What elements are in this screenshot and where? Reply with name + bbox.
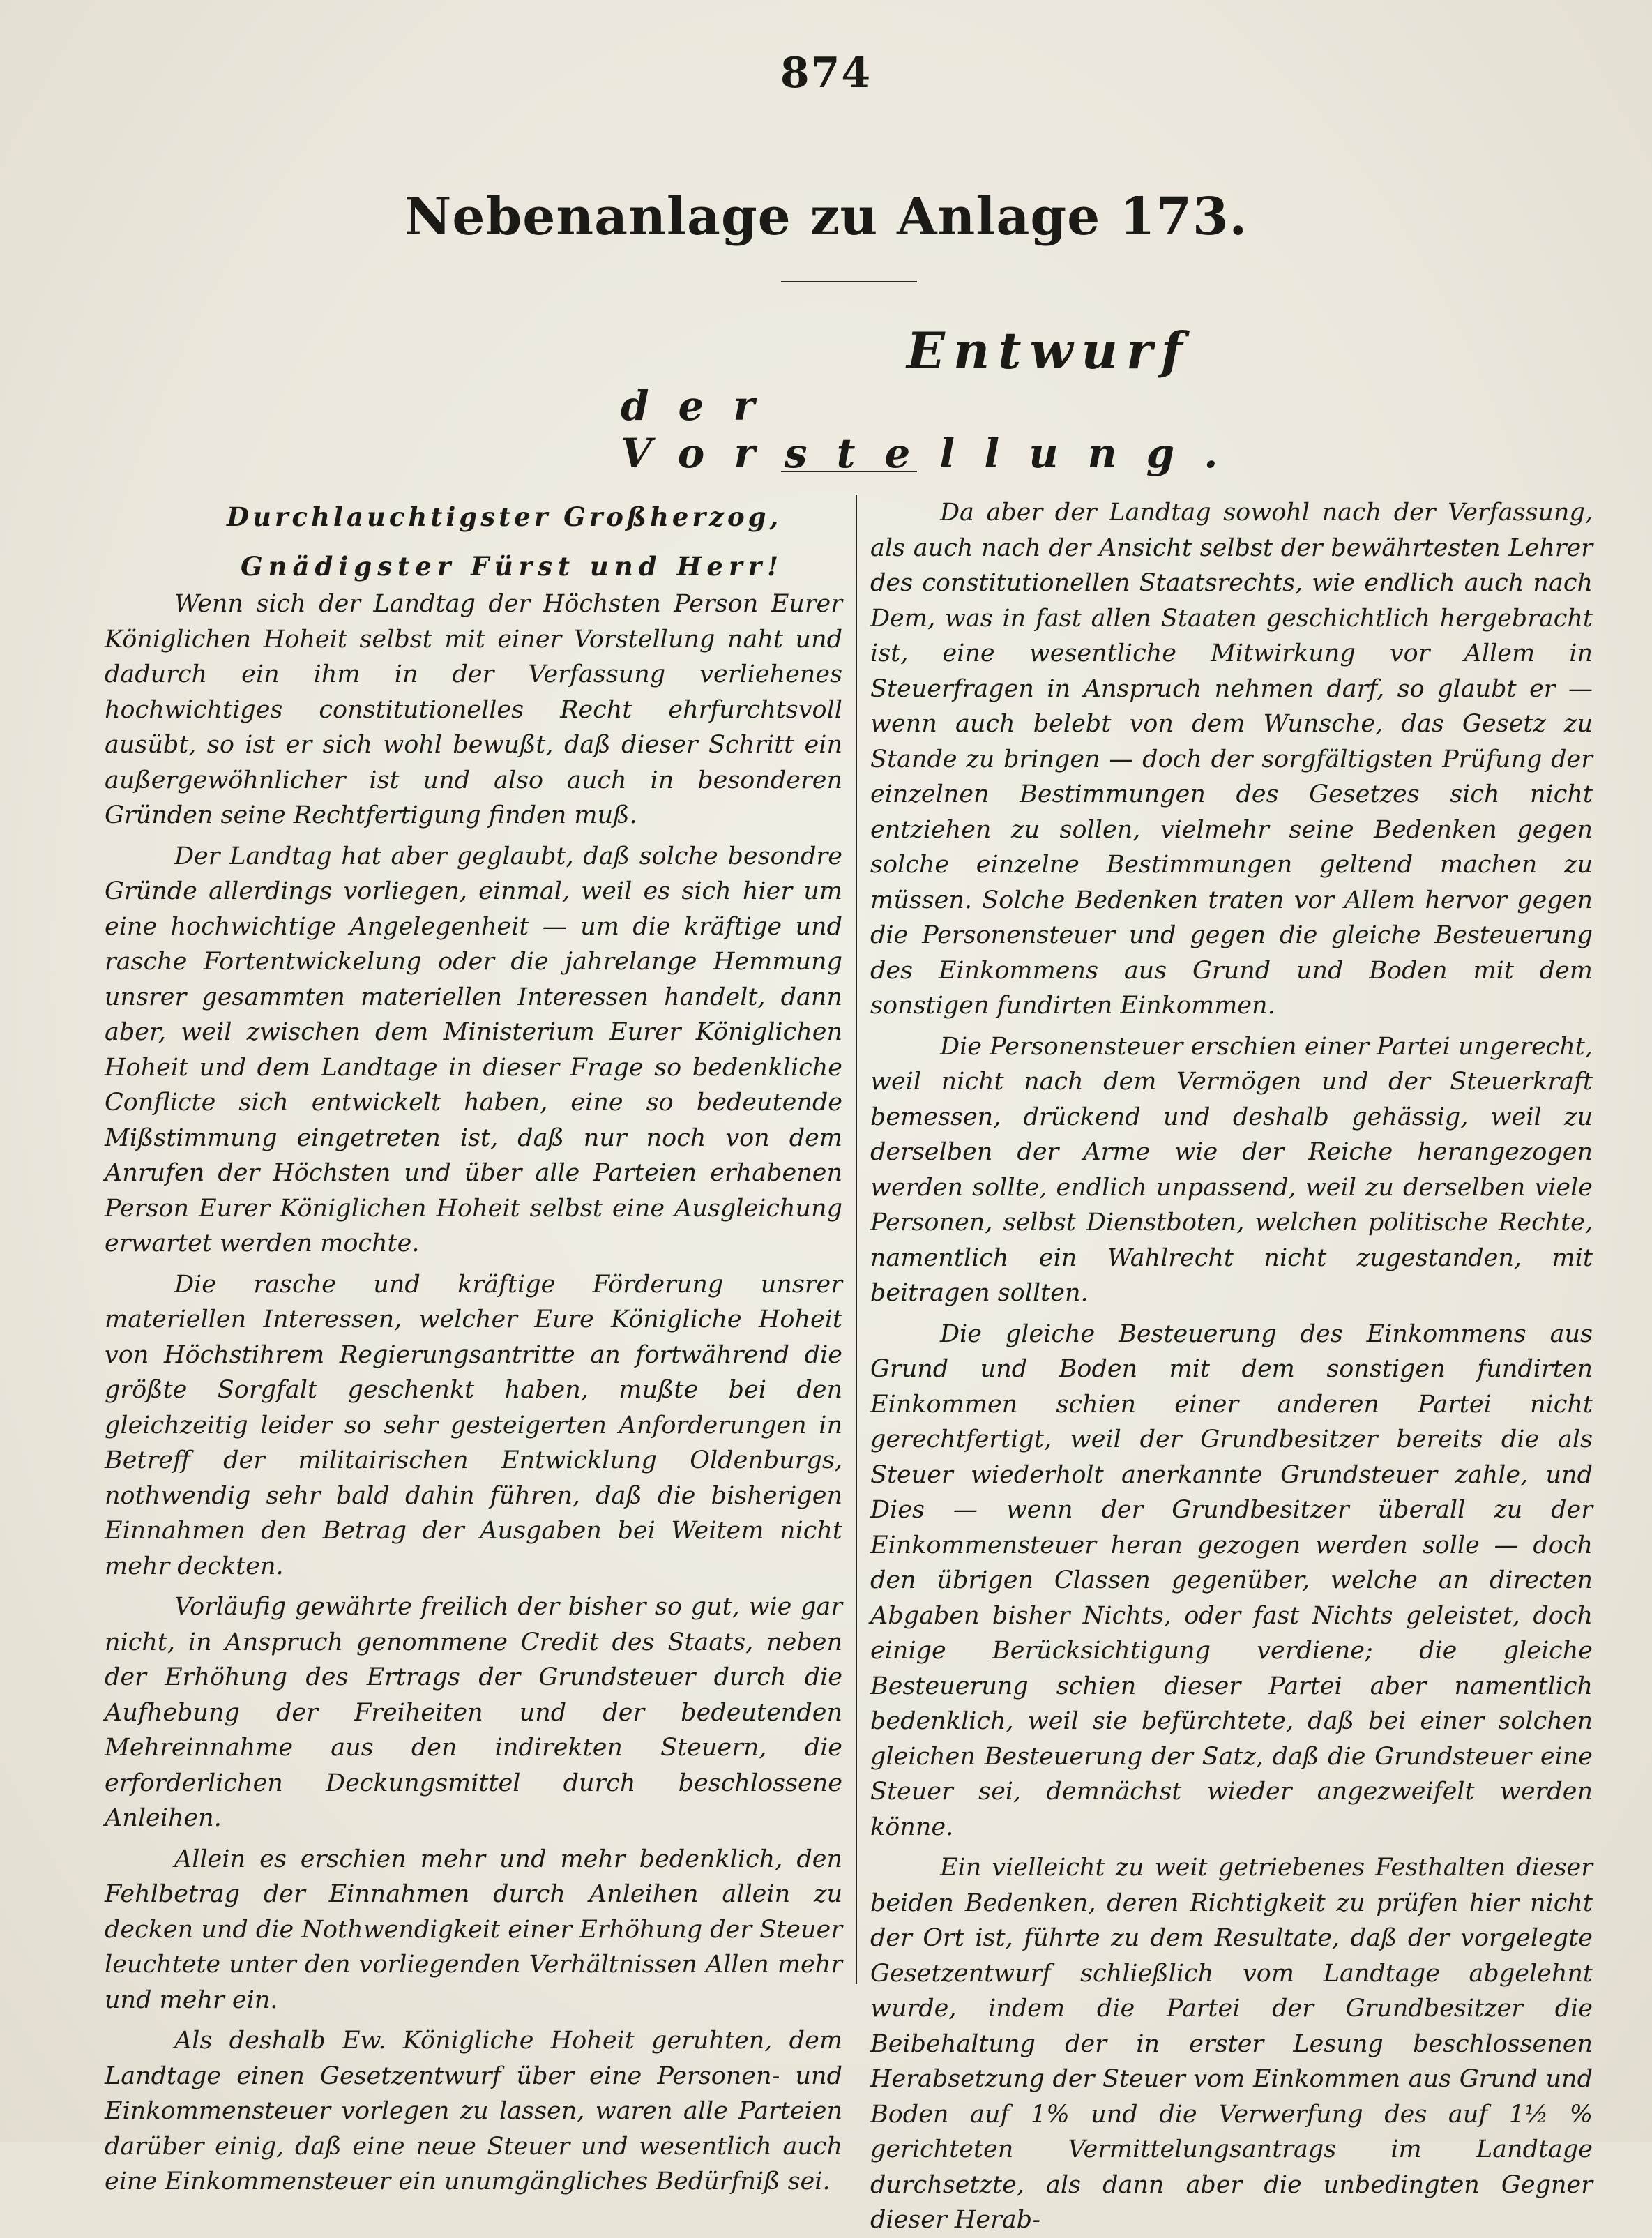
title-rule-bottom	[781, 471, 917, 472]
paragraph: Die rasche und kräftige Förderung unsrer materiellen Interessen, welcher Eure Königliche Hoheit von Höchstihrem Regierungsantritte an fortwährend die größte Sorgfalt geschenkt haben, mußte bei den gleichzeitig leider so sehr gesteigerten Anforderungen in Betreff der militairischen Entwicklung Oldenburgs, nothwendig sehr bald dahin führen, daß die bisherigen Einnahmen den Betrag der Ausgaben bei Weitem nicht mehr deckten.	[105, 1270, 842, 1580]
paragraph: Wenn sich der Landtag der Höchsten Person Eurer Königlichen Hoheit selbst mit einer Vorstellung naht und dadurch ein ihm in der Verfassung verliehenes hochwichtiges constitutionelles Recht ehrfurchtsvoll ausübt, so ist er sich wohl bewußt, daß dieser Schritt ein außergewöhnlicher ist und also auch in besonderen Gründen seine Rechtfertigung finden muß.	[105, 590, 842, 829]
subtitle-line-2: der Vorstellung.	[621, 382, 1248, 477]
column-divider	[856, 495, 857, 1984]
subtitle-line-1: Entwurf	[907, 321, 1191, 380]
paragraph: Da aber der Landtag sowohl nach der Verfassung, als auch nach der Ansicht selbst der bewährtesten Lehrer des constitutionellen Staatsrechts, wie endlich auch nach Dem, was in fast allen Staaten geschichtlich hergebracht ist, eine wesentliche Mitwirkung vor Allem in Steuerfragen in Anspruch nehmen darf, so glaubt er — wenn auch belebt von dem Wunsche, das Gesetz zu Stande zu bringen — doch der sorgfältigsten Prüfung der einzelnen Bestimmungen des Gesetzes sich nicht entziehen zu sollen, vielmehr seine Bedenken gegen solche einzelne Bestimmungen geltend machen zu müssen. Solche Bedenken traten vor Allem hervor gegen die Personensteuer und gegen die gleiche Besteuerung des Einkommens aus Grund und Boden mit dem sonstigen fundirten Einkommen.	[870, 499, 1593, 1020]
paragraph: Die gleiche Besteuerung des Einkommens aus Grund und Boden mit dem sonstigen fundirten Einkommen schien einer anderen Partei nicht gerechtfertigt, weil der Grundbesitzer bereits die als Steuer wiederholt anerkannte Grundsteuer zahle, und Dies — wenn der Grundbesitzer überall zu der Einkommensteuer heran gezogen werden solle — doch den übrigen Classen gegenüber, welche an directen Abgaben bisher Nichts, oder fast Nichts geleistet, doch einige Berücksichtigung verdiene; die gleiche Besteuerung schien dieser Partei aber namentlich bedenklich, weil sie befürchtete, daß bei einer solchen gleichen Besteuerung der Satz, daß die Grundsteuer eine Steuer sei, demnächst wieder angezweifelt werden könne.	[870, 1320, 1593, 1841]
page-number: 874	[780, 49, 872, 98]
salutation-line-2: Gnädigster Fürst und Herr!	[241, 550, 785, 582]
paragraph: Als deshalb Ew. Königliche Hoheit geruhten, dem Landtage einen Gesetzentwurf über eine Personen- und Einkommensteuer vorlegen zu lassen, waren alle Parteien darüber einig, daß eine neue Steuer und wesentlich auch eine Einkommensteuer ein unumgängliches Bedürfniß sei.	[105, 2027, 842, 2195]
left-column	[105, 495, 842, 2200]
paragraph: Der Landtag hat aber geglaubt, daß solche besondre Gründe allerdings vorliegen, einmal, weil es sich hier um eine hochwichtige Angelegenheit — um die kräftige und rasche Fortentwickelung oder die jahrelange Hemmung unsrer gesammten materiellen Interessen handelt, dann aber, weil zwischen dem Ministerium Eurer Königlichen Hoheit und dem Landtage in dieser Frage so bedenkliche Conflicte sich entwickelt haben, eine so bedeutende Mißstimmung eingetreten ist, daß nur noch von dem Anrufen der Höchsten und über alle Parteien erhabenen Person Eurer Königlichen Hoheit selbst eine Ausgleichung erwartet werden mochte.	[105, 842, 842, 1257]
paragraph: Die Personensteuer erschien einer Partei ungerecht, weil nicht nach dem Vermögen und der Steuerkraft bemessen, drückend und deshalb gehässig, weil zu derselben der Arme wie der Reiche herangezogen werden sollte, endlich unpassend, weil zu derselben viele Personen, selbst Dienstboten, welchen politische Rechte, namentlich ein Wahlrecht nicht zugestanden, mit beitragen sollten.	[870, 1032, 1593, 1307]
paragraph: Ein vielleicht zu weit getriebenes Festhalten dieser beiden Bedenken, deren Richtigkeit zu prüfen hier nicht der Ort ist, führte zu dem Resultate, daß der vorgelegte Gesetzentwurf schließlich vom Landtage abgelehnt wurde, indem die Partei der Grundbesitzer die Beibehaltung der in erster Lesung beschlossenen Herabsetzung der Steuer vom Einkommen aus Grund und Boden auf 1% und die Verwerfung des auf 1½ % gerichteten Vermittelungsantrags im Landtage durchsetzte, als dann aber die unbedingten Gegner dieser Herab-	[870, 1854, 1593, 2234]
right-column	[870, 495, 1593, 2238]
title-rule-top	[781, 281, 917, 282]
salutation-line-1: Durchlauchtigster Großherzog,	[227, 501, 782, 532]
document-title: Nebenanlage zu Anlage 173.	[404, 187, 1248, 247]
paragraph: Vorläufig gewährte freilich der bisher so gut, wie gar nicht, in Anspruch genommene Credit des Staats, neben der Erhöhung des Ertrags der Grundsteuer durch die Aufhebung der Freiheiten und der bedeutenden Mehreinnahme aus den indirekten Steuern, die erforderlichen Deckungsmittel durch beschlossene Anleihen.	[105, 1593, 842, 1832]
paragraph: Allein es erschien mehr und mehr bedenklich, den Fehlbetrag der Einnahmen durch Anleihen allein zu decken und die Nothwendigkeit einer Erhöhung der Steuer leuchtete unter den vorliegenden Verhältnissen Allen mehr und mehr ein.	[105, 1845, 842, 2014]
